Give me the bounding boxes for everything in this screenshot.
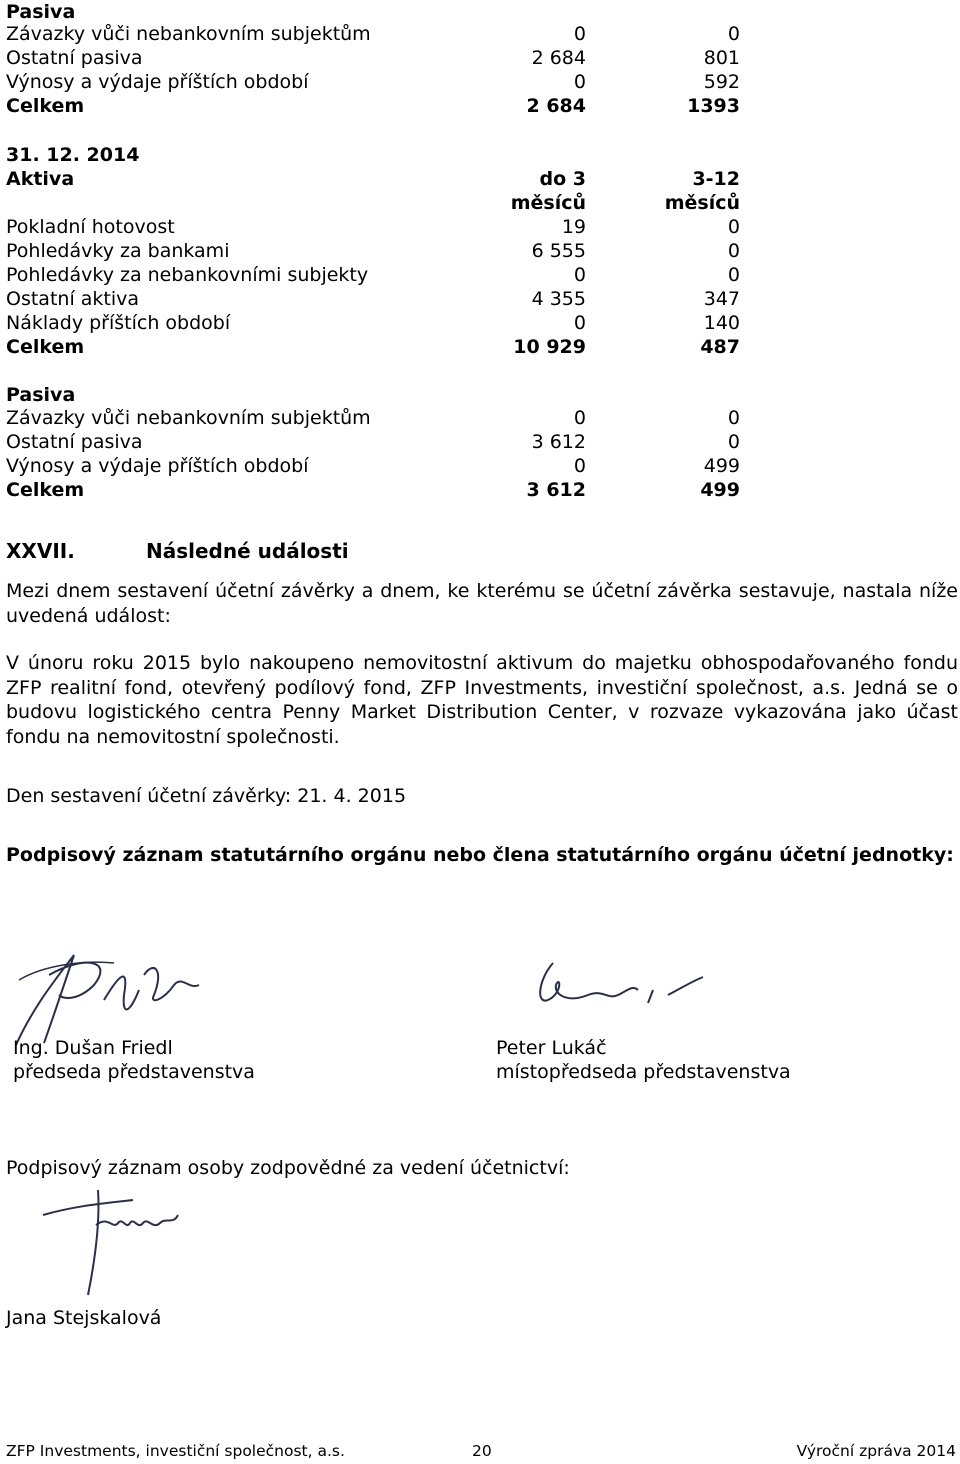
liabilities-2013-heading: Pasiva xyxy=(6,1,76,23)
value-3-12-months: 0 xyxy=(727,240,740,262)
accountant-name: Jana Stejskalová xyxy=(6,1307,162,1329)
row-label: Pohledávky za bankami xyxy=(6,240,230,262)
column-header-3-12-months: 3-12 xyxy=(692,168,740,190)
section-title: Následné události xyxy=(146,539,349,563)
accounting-signature-heading: Podpisový záznam osoby zodpovědné za vedení účetnictví: xyxy=(6,1157,570,1179)
value-3-12-months: 499 xyxy=(703,455,740,477)
total-3-12-months: 1393 xyxy=(687,95,740,117)
signer-role-2: místopředseda představenstva xyxy=(496,1061,791,1083)
signer-role-1: předseda představenstva xyxy=(13,1061,255,1083)
value-up-to-3-months: 0 xyxy=(573,23,586,45)
total-up-to-3-months: 10 929 xyxy=(513,336,586,358)
row-label: Celkem xyxy=(6,95,85,117)
value-3-12-months: 140 xyxy=(703,312,740,334)
paragraph-event: V únoru roku 2015 bylo nakoupeno nemovitostní aktivum do majetku obhospodařovaného fondu ZFP realitní fond, otevřený podílový fond, ZFP Investments, investiční společnost, a.s. Jedná se o budovu logistického centra Penny Market Distribution Center, v rozvaze vykazována jako účast fondu na nemovitostní společnosti. xyxy=(6,652,958,748)
value-up-to-3-months: 0 xyxy=(573,407,586,429)
column-header-unit: měsíců xyxy=(664,192,740,214)
column-header-up-to-3-months: do 3 xyxy=(539,168,586,190)
footer-company: ZFP Investments, investiční společnost, a.s. xyxy=(6,1442,345,1460)
value-3-12-months: 347 xyxy=(703,288,740,310)
total-3-12-months: 487 xyxy=(700,336,740,358)
value-up-to-3-months: 0 xyxy=(573,264,586,286)
signature-heading: Podpisový záznam statutárního orgánu nebo člena statutárního orgánu účetní jednotky: xyxy=(6,844,954,866)
statement-date: Den sestavení účetní závěrky: 21. 4. 2015 xyxy=(6,785,407,807)
date-heading: 31. 12. 2014 xyxy=(6,144,140,166)
value-3-12-months: 0 xyxy=(727,407,740,429)
table-header-row xyxy=(6,167,746,191)
total-row xyxy=(6,335,746,359)
row-label: Pokladní hotovost xyxy=(6,216,175,238)
signature-lukac xyxy=(508,955,708,1025)
value-up-to-3-months: 4 355 xyxy=(531,288,586,310)
value-up-to-3-months: 0 xyxy=(573,312,586,334)
paragraph-intro: Mezi dnem sestavení účetní závěrky a dnem, ke kterému se účetní závěrka sestavuje, nastala níže uvedená událost: xyxy=(6,580,958,627)
table-row xyxy=(6,70,746,94)
value-up-to-3-months: 6 555 xyxy=(531,240,586,262)
value-3-12-months: 0 xyxy=(727,23,740,45)
row-label: Ostatní aktiva xyxy=(6,288,140,310)
signature-stejskalova xyxy=(38,1185,188,1305)
row-label: Závazky vůči nebankovním subjektům xyxy=(6,23,371,45)
value-3-12-months: 592 xyxy=(703,71,740,93)
table-row xyxy=(6,46,746,70)
signer-name-2: Peter Lukáč xyxy=(496,1037,607,1059)
row-label: Výnosy a výdaje příštích období xyxy=(6,71,309,93)
assets-heading: Aktiva xyxy=(6,168,75,190)
table-row xyxy=(6,215,746,239)
total-3-12-months: 499 xyxy=(700,479,740,501)
table-row xyxy=(6,287,746,311)
table-row xyxy=(6,430,746,454)
table-row xyxy=(6,239,746,263)
table-row xyxy=(6,263,746,287)
row-label: Náklady příštích období xyxy=(6,312,231,334)
liabilities-2014-heading: Pasiva xyxy=(6,384,76,406)
column-header-unit: měsíců xyxy=(510,192,586,214)
table-row xyxy=(6,454,746,478)
row-label: Ostatní pasiva xyxy=(6,47,143,69)
value-3-12-months: 801 xyxy=(703,47,740,69)
table-row xyxy=(6,22,746,46)
row-label: Výnosy a výdaje příštích období xyxy=(6,455,309,477)
value-up-to-3-months: 19 xyxy=(561,216,586,238)
value-3-12-months: 0 xyxy=(727,264,740,286)
section-number: XXVII. xyxy=(6,539,75,563)
value-up-to-3-months: 0 xyxy=(573,71,586,93)
table-header-row xyxy=(6,191,746,215)
signer-name-1: Ing. Dušan Friedl xyxy=(13,1037,173,1059)
row-label: Celkem xyxy=(6,336,85,358)
footer-report-title: Výroční zpráva 2014 xyxy=(796,1442,956,1460)
value-up-to-3-months: 0 xyxy=(573,455,586,477)
value-3-12-months: 0 xyxy=(727,431,740,453)
value-up-to-3-months: 2 684 xyxy=(531,47,586,69)
value-up-to-3-months: 3 612 xyxy=(531,431,586,453)
table-row xyxy=(6,311,746,335)
row-label: Ostatní pasiva xyxy=(6,431,143,453)
total-row xyxy=(6,94,746,118)
total-up-to-3-months: 2 684 xyxy=(526,95,586,117)
row-label: Pohledávky za nebankovními subjekty xyxy=(6,264,369,286)
table-row xyxy=(6,406,746,430)
total-up-to-3-months: 3 612 xyxy=(526,479,586,501)
row-label: Celkem xyxy=(6,479,85,501)
page-number: 20 xyxy=(472,1442,492,1460)
value-3-12-months: 0 xyxy=(727,216,740,238)
total-row xyxy=(6,478,746,502)
row-label: Závazky vůči nebankovním subjektům xyxy=(6,407,371,429)
